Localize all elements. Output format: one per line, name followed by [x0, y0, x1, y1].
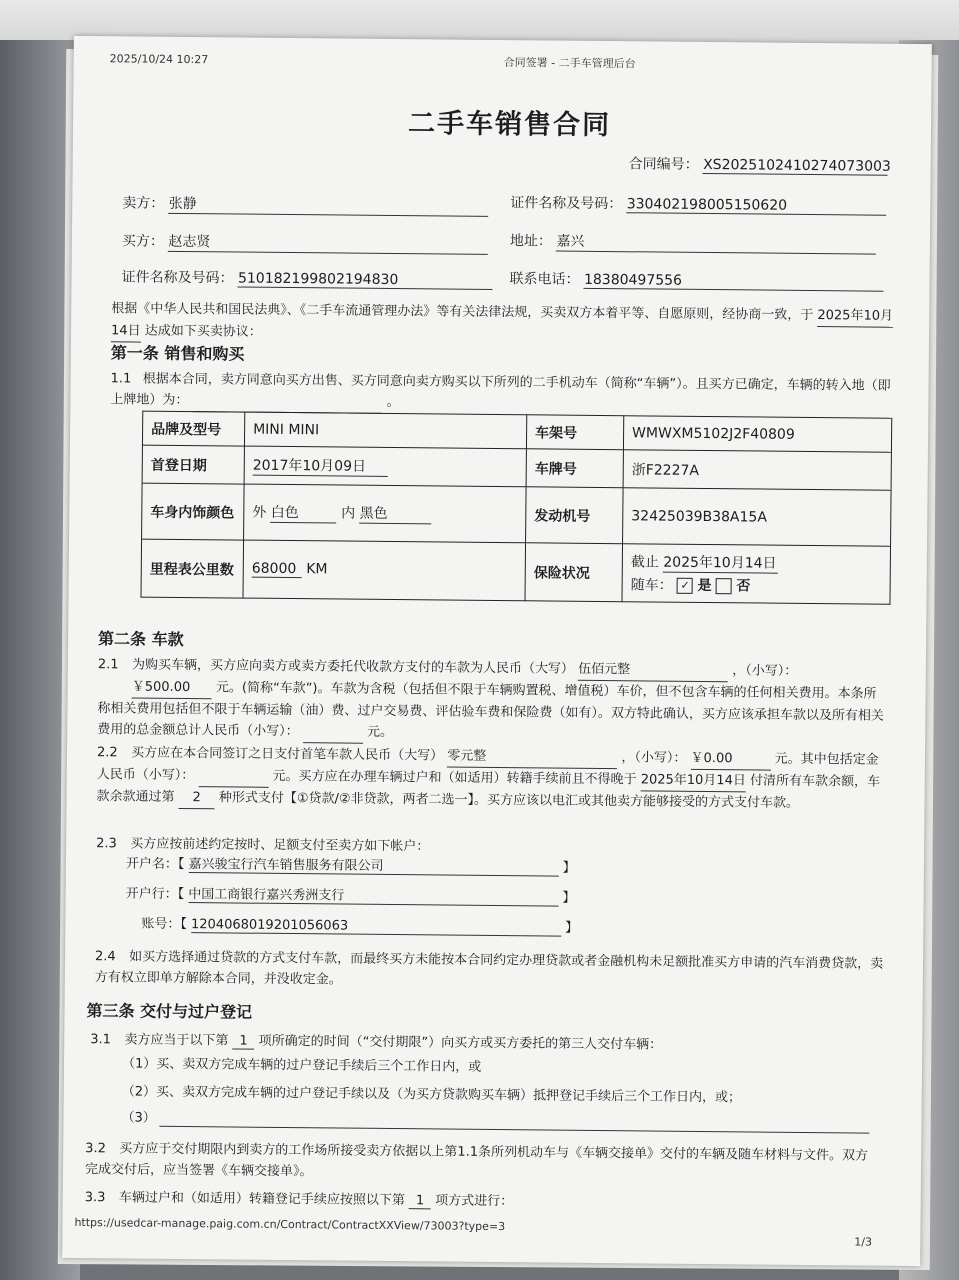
total-amount-blank [303, 721, 363, 744]
print-url: https://usedcar-manage.paig.com.cn/Contract/ContractXXView/73003?type=3 [74, 1215, 506, 1234]
clause-num: 2.1 [97, 657, 119, 673]
article2-heading: 第二条 车款 [98, 629, 184, 649]
clause-2-1-text-c: 元。(简称“车款”)。车款为含税（包括但不限于车辆购置税、增值税）车价，但不包含车辆的任何相关费用。本条所称相关费用包括但不限于车辆运输（油）费、过户交易费、评估验车费和保险费（如有）。双方特此确认，买方应该承担车款以及所有相关费用的总金额总计人民币（小写）： [97, 680, 884, 740]
clause-3-2-text: 买方应于交付期限内到卖方的工作场所接受卖方依据以上第1.1条所列机动车与《车辆交接单》交付的车辆及随车材料与文件。双方完成交付后，应当签署《车辆交接单》。 [84, 1141, 869, 1180]
delivery-option-1: （1）买、卖双方完成车辆的过户登记手续后三个工作日内，或 [121, 1056, 482, 1075]
exterior-label: 外 [252, 504, 267, 521]
payoff-date: 2025年10月14日 [641, 769, 746, 792]
payment-type: 2 [179, 787, 215, 809]
insurance-label: 保险状况 [525, 543, 623, 602]
delivery-option-3-blank [160, 1111, 870, 1134]
clause-2-2-text-f: 种形式支付【①贷款/②非贷款，两者二选一】。买方应该以电汇或其他卖方能够接受的方式支付车款。 [218, 790, 800, 811]
insurance-cell [622, 544, 891, 605]
reg-date-cell [244, 446, 526, 487]
engine-value: 32425039B38A15A [623, 488, 892, 547]
account-no-value: 1204068019201056063 [191, 917, 561, 937]
contract-no-value: XS2025102410274073003 [703, 156, 891, 175]
clause-2-4-text: 如买方选择通过贷款的方式支付车款，而最终买方未能按本合同约定办理贷款或者金融机构未足额批准买方申请的汽车消费贷款，卖方有权立即单方解除本合同，并没收定金。 [94, 949, 884, 988]
account-name-value: 嘉兴骏宝行汽车销售服务有限公司 [189, 853, 559, 877]
clause-end: 。 [386, 394, 400, 411]
seller-id-value: 330402198005150620 [627, 196, 887, 215]
clause-3-3-text-a: 车辆过户和（如适用）转籍登记手续应按照以下第 [118, 1190, 405, 1209]
mileage-label: 里程表公里数 [141, 539, 244, 598]
intro-text2: 达成如下买卖协议： [144, 323, 262, 340]
article1-heading: 第一条 销售和购买 [110, 343, 245, 364]
brand-label: 品牌及型号 [142, 411, 244, 446]
print-datetime: 2025/10/24 10:27 [109, 52, 209, 67]
clause-3-1 [90, 1028, 662, 1053]
table-row [141, 539, 891, 604]
down-payment-lowercase: ￥0.00 [690, 748, 770, 771]
clause-2-1 [97, 654, 888, 749]
with-car-label: 随车： [630, 577, 673, 594]
mileage-cell [243, 540, 526, 601]
buyer-id-value: 510182199802194830 [238, 270, 493, 289]
bracket-close: 】 [565, 920, 579, 936]
color-cell [244, 484, 527, 543]
transfer-option: 1 [409, 1193, 431, 1209]
mileage-unit: KM [306, 561, 328, 578]
account-name-label: 开户名：【 [125, 856, 185, 873]
no-label: 否 [736, 578, 751, 595]
mileage-value: 68000 [252, 561, 302, 578]
address-field [510, 230, 877, 255]
clause-2-2-text-c: 元。其中包括定金人民币（小写）： [96, 751, 879, 784]
checkbox-yes[interactable]: ✓ [677, 578, 693, 594]
checkbox-no[interactable] [716, 578, 732, 594]
contract-page [62, 36, 932, 1266]
clause-2-1-text-a: 为购买车辆，买方应向卖方或卖方委托代收款方支付的车款为人民币（大写） [131, 657, 575, 677]
contract-no-field [629, 153, 889, 175]
intro-date-a: 2025年10月 [817, 305, 893, 328]
buyer-value: 赵志贤 [168, 231, 488, 255]
clause-2-1-text-d: 元。 [366, 724, 394, 741]
article3-heading: 第三条 交付与过户登记 [86, 1001, 253, 1022]
clause-2-1-text-b: ，（小写）： [732, 663, 798, 679]
price-uppercase: 伍佰元整 [578, 659, 728, 682]
deposit-blank [198, 765, 268, 788]
bank-label: 开户行：【 [125, 886, 185, 903]
delivery-option-2: （2）买、卖双方完成车辆的过户登记手续以及（为买方贷款购买车辆）抵押登记手续后三个工作日内，或； [121, 1084, 742, 1106]
delivery-option: 1 [232, 1033, 254, 1049]
seller-value: 张静 [169, 193, 489, 217]
account-no-label: 账号：【 [141, 916, 187, 933]
clause-num: 3.3 [84, 1190, 106, 1206]
account-no-row [141, 913, 578, 937]
address-value: 嘉兴 [556, 231, 876, 255]
contract-no-label: 合同编号： [628, 156, 699, 173]
clause-2-2-text-a: 买方应在本合同签订之日支付首笔车款人民币（大写） [131, 745, 444, 764]
contract-title: 二手车销售合同 [407, 108, 612, 142]
address-label: 地址： [509, 233, 553, 250]
account-name-row [126, 852, 576, 876]
down-payment-uppercase: 零元整 [447, 746, 617, 770]
phone-value: 18380497556 [584, 272, 884, 292]
clause-2-3 [96, 832, 429, 854]
plate-value: 浙F2227A [623, 450, 891, 491]
vin-value: WMWXM5102J2F40809 [623, 416, 891, 453]
buyer-id-field [121, 266, 493, 290]
seller-id-label: 证件名称及号码： [510, 195, 623, 213]
clause-2-2-text-b: ，（小写）： [621, 750, 687, 766]
yes-label: 是 [697, 577, 712, 595]
buyer-field [122, 230, 489, 255]
intro-date-b: 14日 [111, 320, 141, 342]
insurance-expiry [631, 551, 882, 574]
clause-3-1-text-a: 卖方应当于以下第 [124, 1032, 229, 1049]
print-site-title: 合同签署 - 二手车管理后台 [503, 56, 636, 71]
clause-num: 3.2 [85, 1141, 106, 1157]
exterior-color: 白色 [271, 502, 337, 524]
clause-num: 1.1 [110, 371, 132, 387]
reg-date-label: 首登日期 [142, 445, 244, 484]
clause-2-4 [95, 946, 885, 996]
clause-3-3 [85, 1186, 514, 1210]
plate-label: 车牌号 [526, 449, 623, 488]
brand-value: MINI MINI [244, 412, 526, 449]
clause-num: 3.1 [90, 1032, 112, 1048]
clause-3-2 [85, 1138, 875, 1188]
bank-value: 中国工商银行嘉兴秀洲支行 [188, 883, 558, 907]
color-label: 车身内饰颜色 [142, 483, 245, 540]
clause-2-2-text-e: 付清所有车款余额，车款余款通过第 [96, 773, 881, 805]
clause-3-1-text-b: 项所确定的时间（“交付期限”）向买方或买方委托的第三人交付车辆： [258, 1033, 663, 1053]
clause-2-2 [96, 742, 887, 816]
page-number: 1/3 [854, 1235, 873, 1249]
insurance-prefix: 截止 [630, 554, 659, 571]
engine-label: 发动机号 [526, 487, 624, 544]
vehicle-table [140, 411, 892, 605]
phone-label: 联系电话： [509, 271, 580, 288]
clause-2-2-text-d: 元。买方应在办理车辆过户和（如适用）转籍手续前且不得晚于 [272, 768, 637, 788]
clause-2-3-text: 买方应按前述约定按时、足额支付至卖方如下帐户： [130, 836, 430, 855]
interior-color: 黑色 [360, 503, 432, 525]
insurance-with-car [631, 574, 882, 596]
phone-field [509, 268, 884, 292]
reg-date-value: 2017年10月09日 [253, 455, 388, 477]
bracket-close: 】 [562, 860, 576, 876]
bank-row [126, 882, 576, 906]
bracket-close: 】 [562, 890, 576, 906]
buyer-label: 买方： [121, 233, 164, 250]
price-lowercase: ￥500.00 [132, 676, 212, 699]
transfer-location-blank [192, 390, 382, 414]
clause-num: 2.2 [96, 745, 118, 761]
intro-text: 根据《中华人民共和国民法典》、《二手车流通管理办法》等有关法律法规，买卖双方本着平等、自愿原则，经协商一致，于 [111, 301, 814, 324]
buyer-id-label: 证件名称及号码： [121, 269, 234, 287]
insurance-date: 2025年10月14日 [663, 552, 778, 574]
seller-field [122, 192, 489, 217]
table-row [142, 483, 892, 546]
seller-label: 卖方： [122, 195, 165, 212]
clause-3-3-text-b: 项方式进行： [435, 1193, 514, 1210]
interior-label: 内 [341, 505, 356, 522]
clause-num: 2.3 [96, 836, 117, 852]
vin-label: 车架号 [526, 415, 623, 450]
delivery-option-3 [121, 1106, 870, 1133]
article1-1-1-text: 根据本合同，卖方同意向买方出售、买方同意向卖方购买以下所列的二手机动车（简称“车辆”）。且买方已确定，车辆的转入地（即上牌地）为： [110, 371, 891, 409]
delivery-option-3-label: （3） [121, 1110, 156, 1126]
clause-num: 2.4 [94, 949, 116, 965]
seller-id-field [510, 192, 887, 216]
